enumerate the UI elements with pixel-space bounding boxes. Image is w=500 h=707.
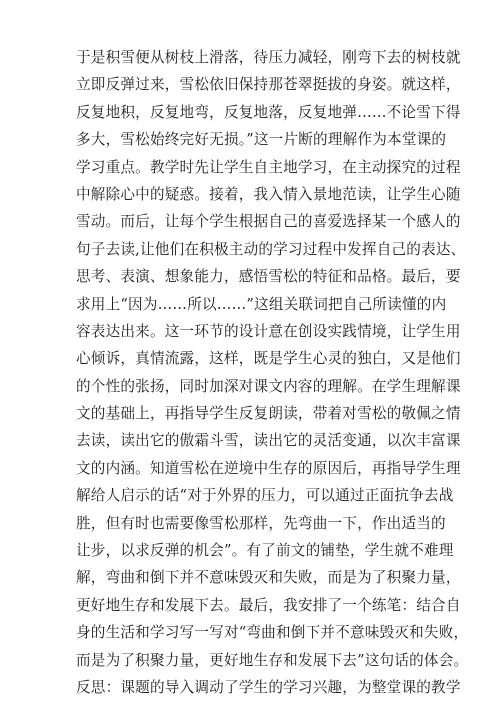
text-line: 于是积雪便从树枝上滑落，待压力减轻，刚弯下去的树枝就 [76, 49, 461, 66]
text-line: 思考、表演、想象能力，感悟雪松的特征和品格。最后，要 [76, 268, 461, 286]
text-line: 身的生活和学习写一写对“弯曲和倒下并不意味毁灭和失败， [76, 624, 469, 642]
text-line: 解给人启示的话“对于外界的压力，可以通过正面抗争去战 [76, 487, 454, 505]
text-line: 去读，读出它的傲霜斗雪，读出它的灵活变通，以次丰富课 [76, 432, 461, 450]
text-line: 胜，但有时也需要像雪松那样，先弯曲一下，作出适当的 [76, 514, 446, 532]
text-line: 句子去读,让他们在积极主动的学习过程中发挥自己的表达、 [76, 240, 466, 258]
text-line: 让步，以求反弹的机会”。有了前文的铺垫，学生就不难理 [76, 542, 454, 560]
text-line: 求用上“因为……所以……”这组关联词把自己所读懂的内 [76, 295, 447, 313]
text-line: 立即反弹过来，雪松依旧保持那苍翠挺拔的身姿。就这样， [76, 76, 461, 94]
text-line: 多大，雪松始终完好无损。”这一片断的理解作为本堂课的 [76, 131, 447, 149]
text-line: 反复地积，反复地弯，反复地落，反复地弹……不论雪下得 [76, 103, 461, 121]
text-line: 反思：课题的导入调动了学生的学习兴趣，为整堂课的教学 [76, 678, 461, 696]
text-line: 心倾诉，真情流露，这样，既是学生心灵的独白，又是他们 [76, 350, 461, 368]
text-line: 解，弯曲和倒下并不意味毁灭和失败，而是为了积聚力量， [76, 569, 461, 587]
text-line: 雪动。而后，让每个学生根据自己的喜爱选择某一个感人的 [76, 213, 461, 231]
text-line: 学习重点。教学时先让学生自主地学习，在主动探究的过程 [76, 158, 461, 176]
text-line: 中解除心中的疑惑。接着，我入情入景地范读，让学生心随 [76, 185, 461, 203]
text-line: 的个性的张扬，同时加深对课文内容的理解。在学生理解课 [76, 377, 461, 395]
text-line: 文的内涵。知道雪松在逆境中生存的原因后，再指导学生理 [76, 459, 461, 477]
body-text [76, 44, 469, 701]
text-line: 容表达出来。这一环节的设计意在创设实践情境，让学生用 [76, 322, 461, 340]
text-line: 更好地生存和发展下去。最后，我安排了一个练笔：结合自 [76, 596, 461, 614]
text-line: 文的基础上，再指导学生反复朗读，带着对雪松的敬佩之情 [76, 405, 461, 423]
text-line: 而是为了积聚力量，更好地生存和发展下去”这句话的体会。 [76, 651, 469, 669]
